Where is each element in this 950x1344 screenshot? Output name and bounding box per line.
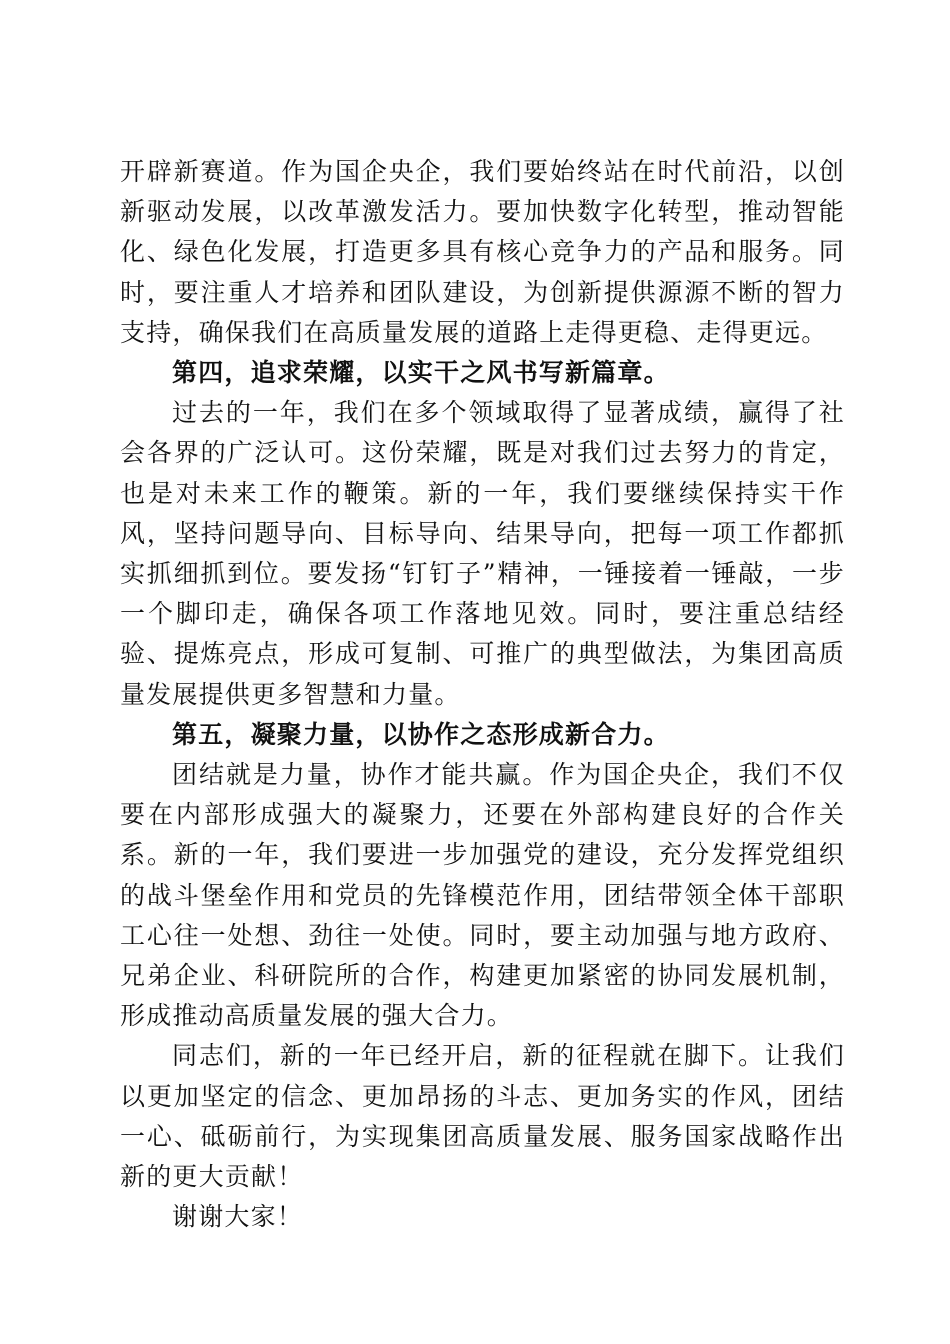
paragraph-closing: 同志们，新的一年已经开启，新的征程就在脚下。让我们以更加坚定的信念、更加昂扬的斗志、更加务实的作风，团结一心、砥砺前行，为实现集团高质量发展、服务国家战略作出新的更大贡献！	[120, 1041, 845, 1192]
section-heading-fifth: 第五，凝聚力量，以协作之态形成新合力。	[172, 719, 670, 749]
section-heading-fourth: 第四，追求荣耀，以实干之风书写新篇章。	[172, 358, 670, 388]
paragraph-fifth-body: 团结就是力量，协作才能共赢。作为国企央企，我们不仅要在内部形成强大的凝聚力，还要在外部构建良好的合作关系。新的一年，我们要进一步加强党的建设，充分发挥党组织的战斗堡垒作用和党员的先锋模范作用，团结带领全体干部职工心往一处想、劲往一处使。同时，要主动加强与地方政府、兄弟企业、科研院所的合作，构建更加紧密的协同发展机制，形成推动高质量发展的强大合力。	[120, 760, 845, 1031]
paragraph-fourth-body: 过去的一年，我们在多个领域取得了显著成绩，赢得了社会各界的广泛认可。这份荣耀，既是对我们过去努力的肯定，也是对未来工作的鞭策。新的一年，我们要继续保持实干作风，坚持问题导向、目标导向、结果导向，把每一项工作都抓实抓细抓到位。要发扬“钉钉子”精神，一锤接着一锤敲，一步一个脚印走，确保各项工作落地见效。同时，要注重总结经验、提炼亮点，形成可复制、可推广的典型做法，为集团高质量发展提供更多智慧和力量。	[120, 398, 845, 709]
paragraph-continuation: 开辟新赛道。作为国企央企，我们要始终站在时代前沿，以创新驱动发展，以改革激发活力。要加快数字化转型，推动智能化、绿色化发展，打造更多具有核心竞争力的产品和服务。同时，要注重人才培养和团队建设，为创新提供源源不断的智力支持，确保我们在高质量发展的道路上走得更稳、走得更远。	[120, 157, 845, 347]
document-body	[120, 152, 845, 1237]
paragraph-thanks: 谢谢大家！	[172, 1202, 304, 1232]
